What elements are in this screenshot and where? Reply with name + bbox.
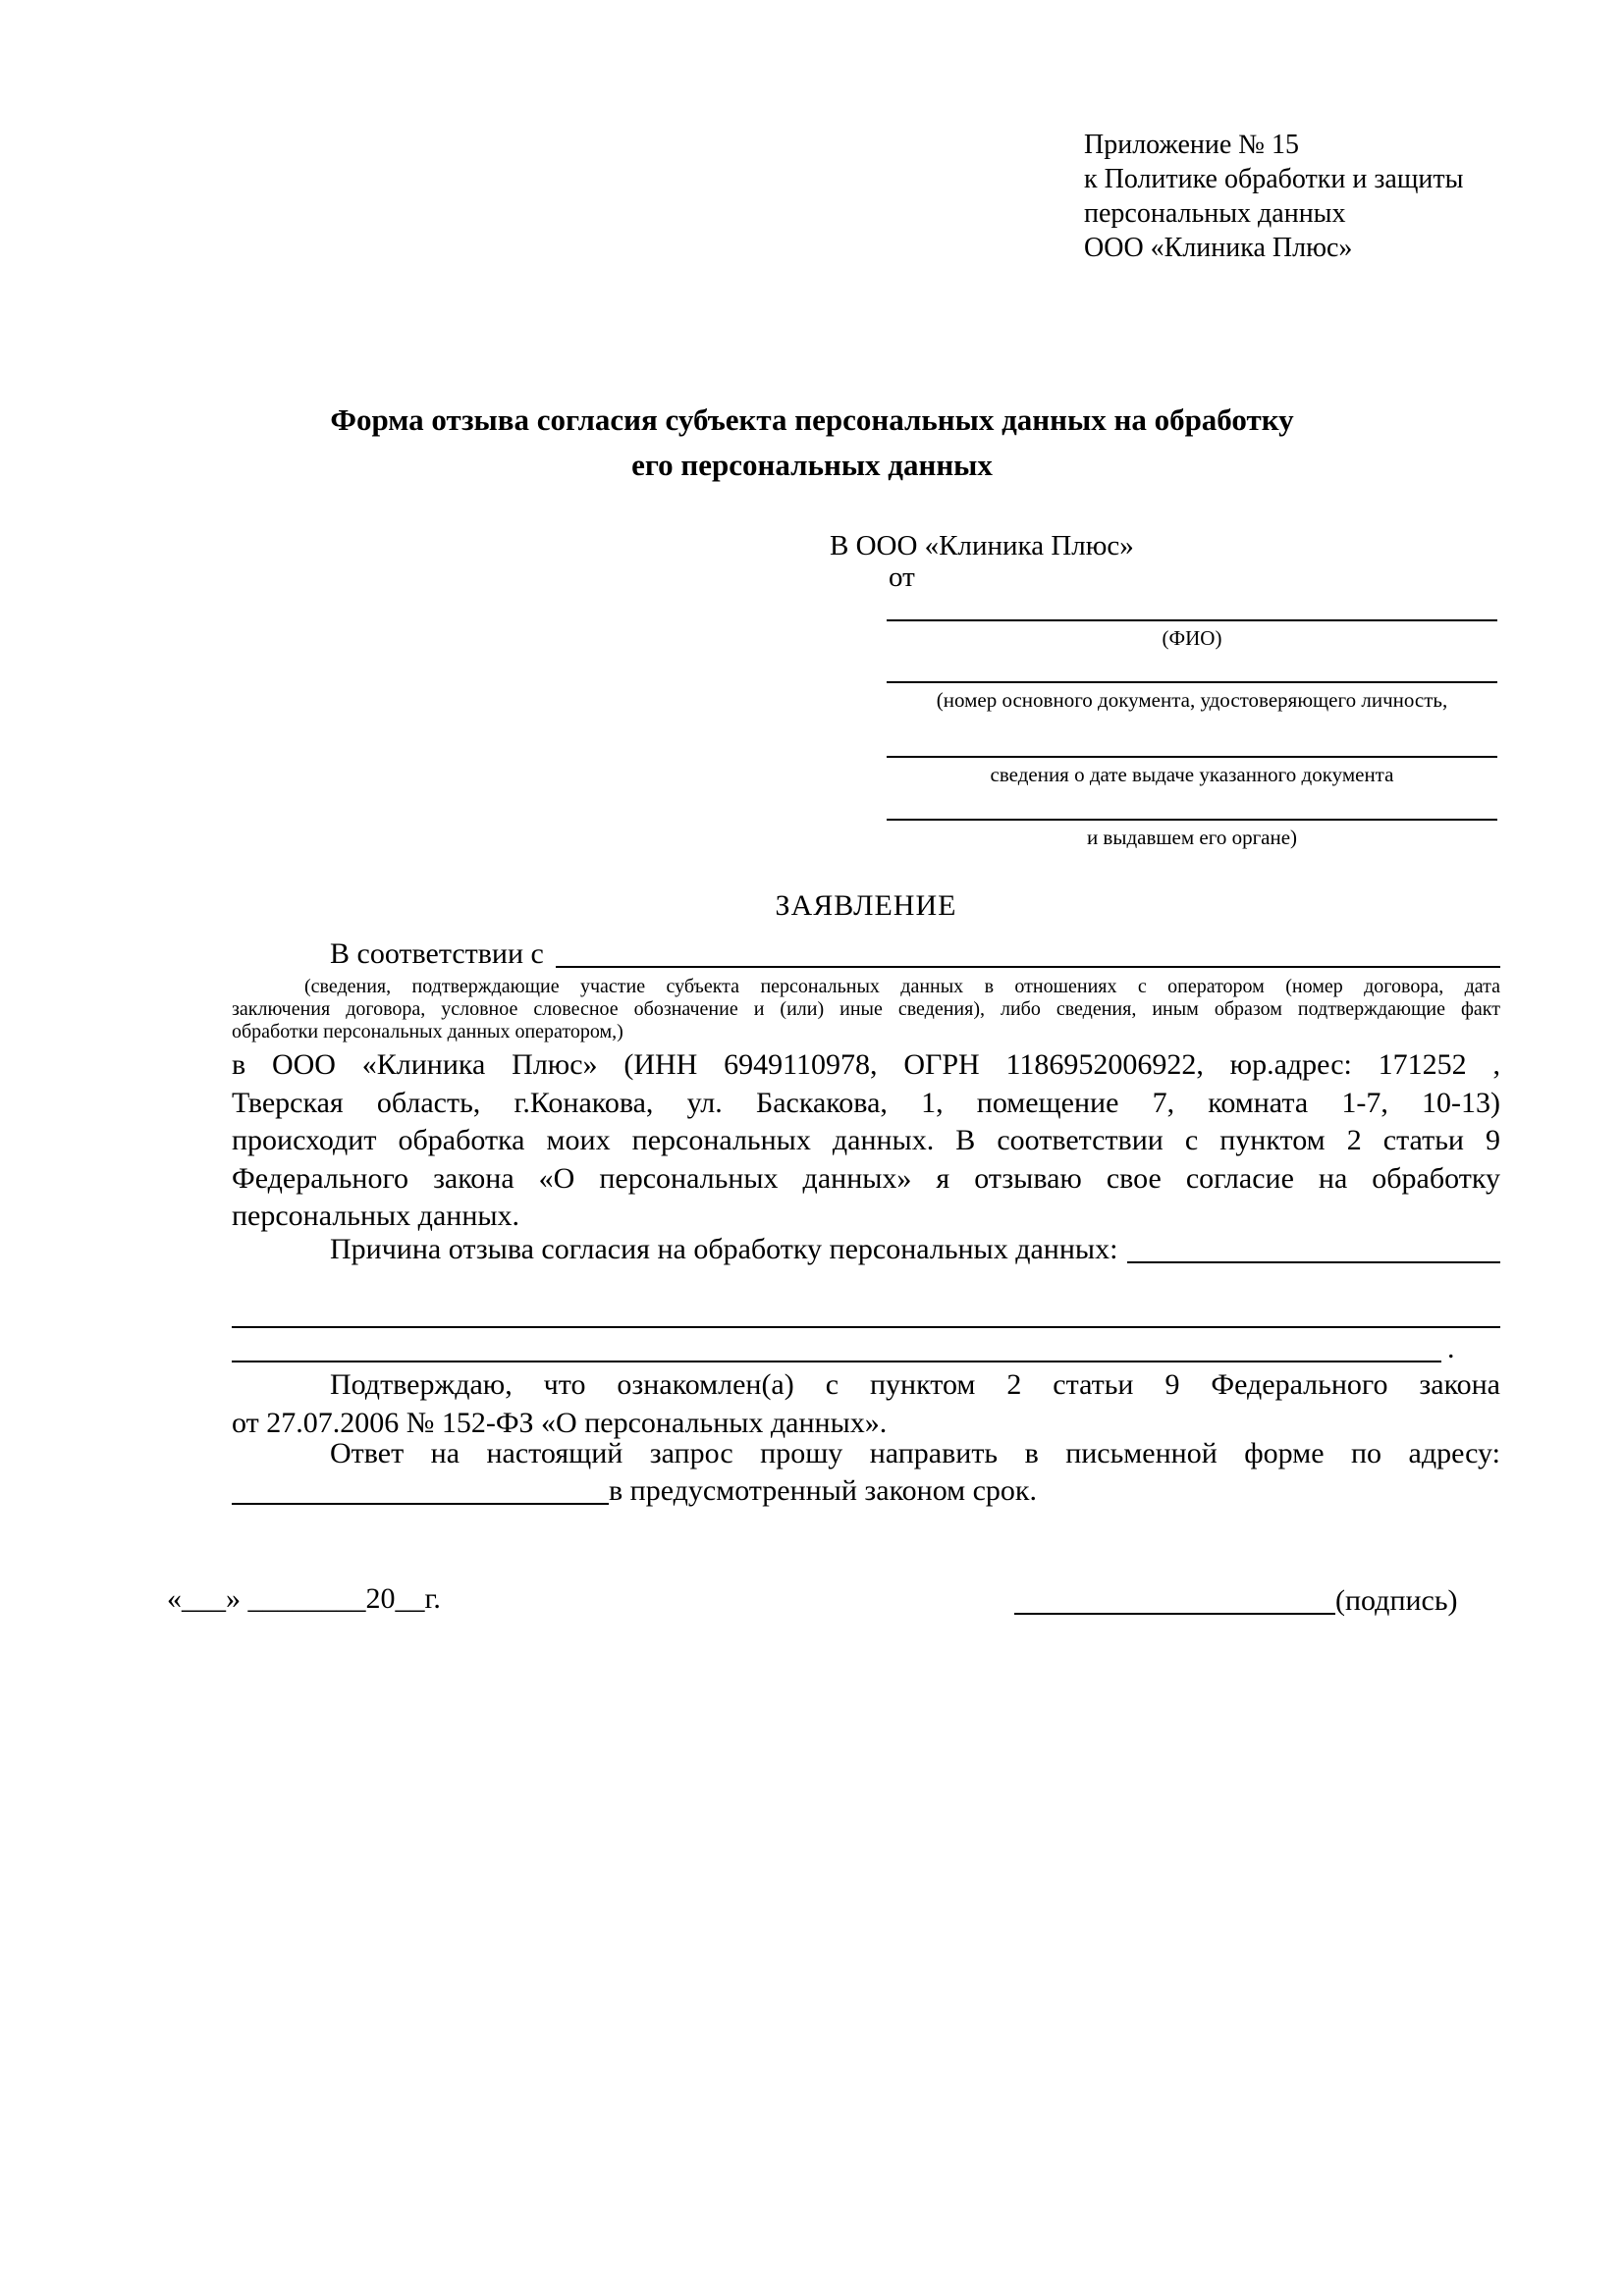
intro-footnote-line1: (сведения, подтверждающие участие субъекта персональных данных в отношениях с оператором (номер договора, дата [304,976,1500,997]
addressee-from-label: от [889,561,915,593]
reason-blank-line[interactable] [1127,1231,1500,1263]
issue-date-field-label: сведения о дате выдаче указанного документа [990,763,1394,786]
reply-request-line: Ответ на настоящий запрос прошу направить в письменной форме по адресу: [330,1437,1500,1469]
body-line5: персональных данных. [232,1200,520,1232]
reply-address-line [232,1472,1037,1510]
appendix-policy-line2: персональных данных [1084,198,1346,229]
intro-footnote [232,976,1500,1043]
reply-request-paragraph [232,1435,1500,1473]
body-paragraph [232,1046,1500,1236]
reply-suffix: в предусмотренный законом срок. [609,1474,1037,1507]
body-line1: в ООО «Клиника Плюс» (ИНН 6949110978, ОГРН 1186952006922, юр.адрес: 171252 , [232,1048,1500,1081]
addressee-organization: В ООО «Клиника Плюс» [830,530,1134,561]
reason-continuation-line1[interactable] [232,1326,1500,1328]
intro-line [232,935,1500,973]
reason-prefix: Причина отзыва согласия на обработку персональных данных: [330,1233,1118,1265]
intro-prefix: В соответствии с [330,937,544,970]
date-blank-line[interactable]: «___» ________20__г. [167,1582,441,1615]
document-title-line1: Форма отзыва согласия субъекта персональных данных на обработку [330,402,1294,437]
signature-label: (подпись) [1335,1584,1458,1617]
confirmation-line1: Подтверждаю, что ознакомлен(а) с пунктом 2 статьи 9 Федерального закона [330,1368,1500,1401]
intro-footnote-line3: обработки персональных данных оператором,) [232,1021,623,1042]
confirmation-paragraph [232,1366,1500,1442]
reason-continuation-line2[interactable] [232,1361,1441,1362]
document-number-blank-line[interactable] [887,681,1497,683]
issuing-authority-field-label: и выдавшем его органе) [1086,826,1298,849]
statement-heading: ЗАЯВЛЕНИЕ [775,889,957,922]
reply-address-blank-line[interactable] [232,1472,609,1505]
fio-field-label: (ФИО) [1162,626,1222,650]
fio-blank-line[interactable] [887,619,1497,621]
appendix-org-name: ООО «Клиника Плюс» [1084,233,1353,263]
signature-row [1014,1582,1484,1620]
confirmation-line2: от 27.07.2006 № 152-ФЗ «О персональных данных». [232,1406,888,1439]
body-line4: Федерального закона «О персональных данных» я отзываю свое согласие на обработку [232,1161,1500,1195]
document-number-field-label: (номер основного документа, удостоверяющего личность, [936,688,1448,712]
issuing-authority-blank-line[interactable] [887,819,1497,821]
reason-end-punct: . [1447,1332,1455,1364]
issue-date-blank-line[interactable] [887,756,1497,758]
appendix-number: Приложение № 15 [1084,130,1299,160]
basis-blank-line[interactable] [556,935,1500,968]
appendix-policy-line1: к Политике обработки и защиты [1084,164,1464,194]
document-title-line2: его персональных данных [631,448,993,482]
intro-footnote-line2: заключения договора, условное словесное обозначение и (или) иные сведения), либо сведения, иным образом подтверждающие факт [232,998,1500,1020]
body-line3: происходит обработка моих персональных данных. В соответствии с пунктом 2 статьи 9 [232,1124,1500,1156]
reason-line [232,1231,1500,1268]
signature-blank-line[interactable] [1014,1582,1335,1615]
document-title [174,398,1450,488]
body-line2: Тверская область, г.Конакова, ул. Баскакова, 1, помещение 7, комната 1-7, 10-13) [232,1086,1500,1119]
appendix-header [1084,128,1536,265]
